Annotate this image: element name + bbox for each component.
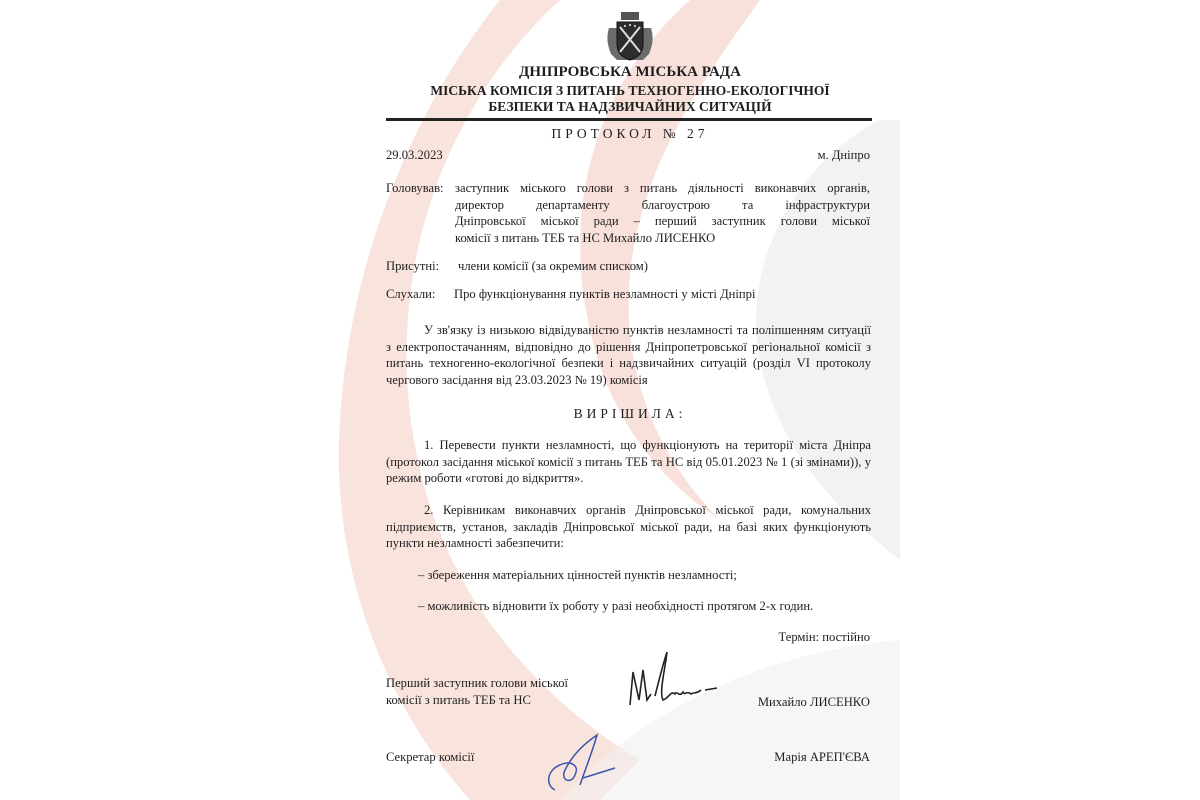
- chaired-text: [455, 180, 870, 246]
- commission-line1: МІСЬКА КОМІСІЯ З ПИТАНЬ ТЕХНОГЕННО-ЕКОЛОГІЧНОЇ: [430, 83, 830, 98]
- chaired-line: заступник міського голови з питань діяльності виконавчих органів,: [455, 181, 870, 195]
- position-line: комісії з питань ТЕБ та НС: [386, 692, 531, 707]
- signatory-2-position: Секретар комісії: [386, 750, 475, 764]
- bullet-1: – збереження матеріальних цінностей пунктів незламності;: [418, 568, 737, 582]
- chaired-line: Дніпровської міської ради – перший заступник голови міської: [455, 214, 870, 228]
- protocol-title: ПРОТОКОЛ № 27: [551, 126, 709, 141]
- protocol-date: 29.03.2023: [386, 148, 443, 162]
- signatory-1-position: [386, 675, 568, 708]
- protocol-city: м. Дніпро: [817, 148, 870, 162]
- council-name: ДНІПРОВСЬКА МІСЬКА РАДА: [519, 64, 741, 80]
- signature-lysenko: [625, 650, 725, 710]
- heard-label: Слухали:: [386, 287, 436, 301]
- commission-line2: БЕЗПЕКИ ТА НАДЗВИЧАЙНИХ СИТУАЦІЙ: [488, 99, 772, 114]
- chaired-line: комісії з питань ТЕБ та НС Михайло ЛИСЕНКО: [455, 230, 716, 245]
- header-rule: [386, 118, 872, 121]
- decided-heading: ВИРІШИЛА:: [573, 406, 687, 421]
- signatory-2-name: Марія АРЕП'ЄВА: [774, 750, 870, 764]
- bullet-2: – можливість відновити їх роботу у разі необхідності протягом 2-х годин.: [418, 599, 814, 613]
- heard-text: Про функціонування пунктів незламності у місті Дніпрі: [454, 287, 756, 301]
- signatory-1-name: Михайло ЛИСЕНКО: [757, 695, 870, 709]
- present-label: Присутні:: [386, 259, 440, 273]
- position-line: Перший заступник голови міської: [386, 676, 569, 690]
- decision-item-1: 1. Перевести пункти незламності, що функціонують на території міста Дніпра (протокол засідання міської комісії з питань ТЕБ та НС від 05.01.2023 № 1 (зі змінами)), у режим роботи «готові до відкриття».: [386, 438, 871, 485]
- present-text: члени комісії (за окремим списком): [458, 259, 648, 273]
- chaired-label: Головував:: [386, 181, 444, 195]
- decision-item-2: 2. Керівникам виконавчих органів Дніпровської міської ради, комунальних підприємств, установ, закладів Дніпровської міської ради, на базі яких функціонують пункти незламності забезпечити:: [386, 503, 871, 550]
- preamble: У зв'язку із низькою відвідуваністю пунктів незламності та поліпшенням ситуації з електропостачанням, відповідно до рішення Дніпропетровської регіональної комісії з питань техногенно-екологічної безпеки і надзвичайних ситуацій (розділ VI протоколу чергового засідання від 23.03.2023 № 19) комісія: [386, 323, 871, 387]
- signature-arepieva: [535, 730, 625, 795]
- term: Термін: постійно: [778, 630, 870, 644]
- chaired-line: директор департаменту благоустрою та інфраструктури: [455, 197, 870, 212]
- crest-icon: [603, 10, 657, 64]
